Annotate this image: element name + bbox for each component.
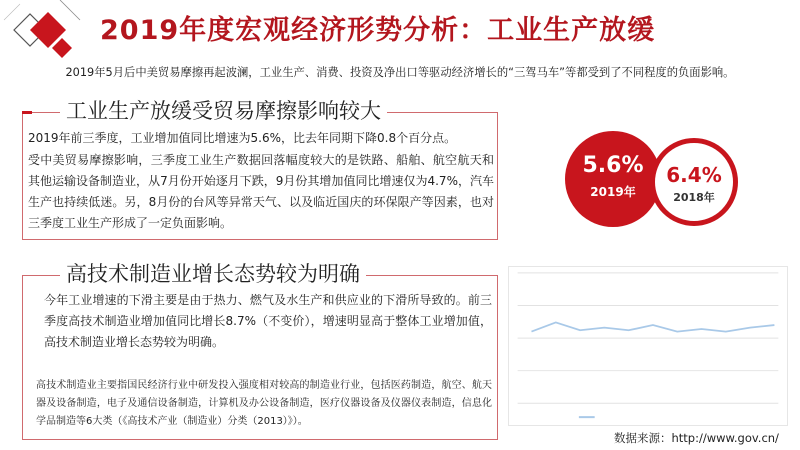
data-source: 数据来源：http://www.gov.cn/ [614, 431, 779, 445]
section2-para2: 高技术制造业主要指国民经济行业中研发投入强度相对较高的制造业行业，包括医药制造，航空、航天器及设备制造，电子及通信设备制造，计算机及办公设备制造，医疗仪器设备及仪器仪表制造，信息化学品制造等6大类（《高技术产业（制造业）分类（2013）》）。 [36, 380, 492, 427]
section1-title: 工业生产放缓受贸易摩擦影响较大 [60, 95, 387, 125]
chart-series-line [531, 322, 774, 331]
section2-para1: 今年工业增速的下滑主要是由于热力、燃气及水生产和供应业的下滑所导致的。前三季度高技术制造业增加值同比增长8.7%（不变价），增速明显高于整体工业增加值，高技术制造业增长态势较为明确。 [44, 293, 492, 349]
intro-text: 2019年5月后中美贸易摩擦再起波澜，工业生产、消费、投资及净出口等驱动经济增长的“三驾马车”等都受到了不同程度的负面影响。 [65, 66, 735, 79]
stat-circle-2018 [650, 138, 738, 226]
stat-2018-year: 2018年 [673, 191, 715, 204]
stat-circle-2019 [565, 131, 661, 227]
section2-title: 高技术制造业增长态势较为明确 [60, 258, 366, 288]
page-title: 2019年度宏观经济形势分析：工业生产放缓 [100, 15, 656, 46]
stat-2018-value: 6.4% [666, 163, 722, 187]
section1-para1: 2019年前三季度，工业增加值同比增速为5.6%，比去年同期下降0.8个百分点。 [28, 131, 457, 145]
corner-accent [22, 111, 32, 114]
stat-2019-value: 5.6% [582, 153, 644, 178]
growth-line-chart [508, 266, 788, 426]
logo-icon [0, 0, 90, 60]
stat-2019-year: 2019年 [590, 185, 636, 199]
section1-para2: 受中美贸易摩擦影响，三季度工业生产数据回落幅度较大的是铁路、船舶、航空航天和其他运输设备制造业，从7月份开始逐月下跌，9月份其增加值同比增速仅为4.7%，汽车生产也持续低迷。另，8月份的台风等异常天气、以及临近国庆的环保限产等因素，也对三季度工业生产形成了一定负面影响。 [28, 153, 494, 230]
